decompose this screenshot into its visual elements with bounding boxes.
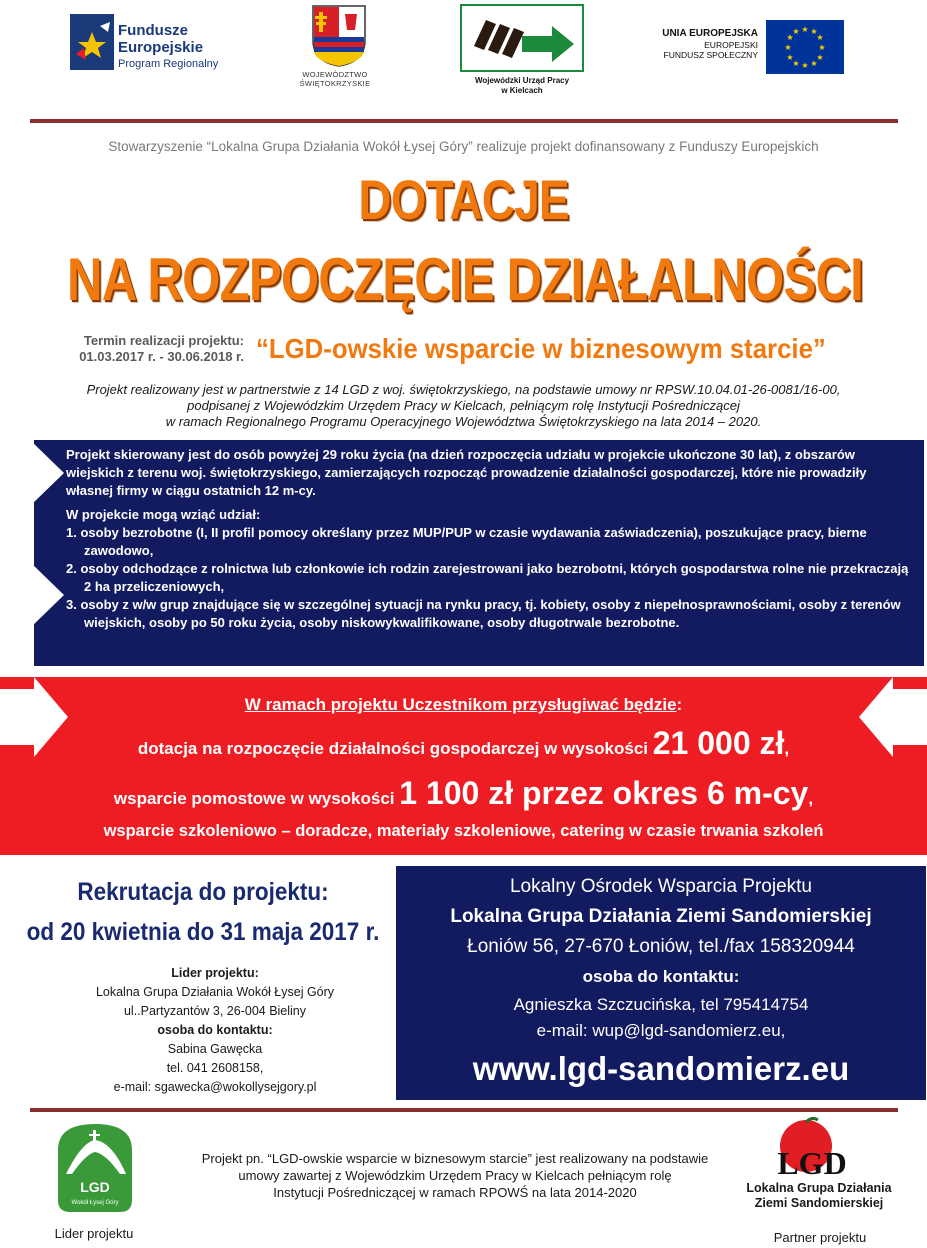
wojewodztwo-line2: ŚWIĘTOKRZYSKIE	[299, 79, 371, 88]
arrow-right-icon	[0, 562, 64, 628]
footer-note	[150, 1150, 760, 1201]
svg-text:★: ★	[786, 33, 794, 42]
eligibility-item-3: 3. osoby z w/w grup znajdujące się w szczególnej sytuacji na rynku pracy, tj. kobiety, osoby z niepełnosprawnościami, osoby z terenów wiejskich, osoby po 50 roku życia, osoby niskowykwalifikowane, osoby długotrwale bezrobotne.	[66, 597, 901, 630]
unia-europejska-logo	[646, 20, 846, 76]
bottom-divider	[30, 1108, 898, 1112]
recruitment-line2: od 20 kwietnia do 31 maja 2017 r.	[26, 918, 380, 946]
office-contact-person: Agnieszka Szczucińska, tel 795414754	[513, 995, 809, 1014]
coat-of-arms-icon	[311, 4, 367, 68]
lgd-mountain-icon	[52, 1120, 138, 1216]
svg-text:★: ★	[810, 27, 818, 36]
benefits-heading-colon: :	[676, 695, 683, 714]
office-title: Lokalny Ośrodek Wsparcia Projektu	[509, 876, 812, 897]
svg-text:★: ★	[810, 59, 818, 68]
project-subtitle: “LGD-owskie wsparcie w biznesowym starcie”	[256, 333, 826, 364]
partner-caption: Partner projektu	[773, 1230, 867, 1245]
leader-email[interactable]: e-mail: sgawecka@wokollysejgory.pl	[113, 1080, 317, 1094]
wojewodztwo-line1: WOJEWÓDZTWO	[302, 70, 368, 79]
recruitment-info	[20, 872, 385, 952]
ue-line2: EUROPEJSKI	[704, 40, 758, 50]
fundusze-star-icon	[70, 14, 114, 70]
partnership-line3: w ramach Regionalnego Programu Operacyjnego Województwa Świętokrzyskiego na lata 2014 – 2020.	[165, 414, 762, 429]
partner-logo-letters: LGD	[777, 1145, 847, 1178]
eligibility-item-1: 1. osoby bezrobotne (I, II profil pomocy określany przez MUP/PUP w czasie wydawania zaświadczenia), poszukujące pracy, bierne zawodowo,	[66, 525, 867, 558]
office-email[interactable]: e-mail: wup@lgd-sandomierz.eu,	[536, 1021, 786, 1040]
recruitment-line1: Rekrutacja do projektu:	[77, 878, 329, 906]
benefits-heading: W ramach projektu Uczestnikom przysługiwać będzie	[244, 695, 677, 714]
arrow-right-icon	[0, 440, 64, 506]
eligibility-lead: W projekcie mogą wziąć udział:	[66, 507, 261, 522]
svg-text:★: ★	[818, 43, 826, 52]
grant-text: dotacja na rozpoczęcie działalności gospodarczej w wysokości	[137, 739, 653, 758]
headline-dotacje: DOTACJE	[358, 168, 569, 231]
apple-icon	[742, 1116, 900, 1178]
fundusze-line1: Fundusze	[118, 22, 188, 39]
partner-line2: Ziemi Sandomierskiej	[754, 1196, 884, 1210]
svg-text:★: ★	[801, 61, 809, 70]
headline-rozpoczecie: NA ROZPOCZĘCIE DZIAŁALNOŚCI	[66, 246, 864, 313]
svg-text:★: ★	[786, 53, 794, 62]
fundusze-line2: Europejskie	[118, 39, 204, 56]
eligibility-item-2: 2. osoby odchodzące z rolnictwa lub członkowie ich rodzin zarejestrowani jako bezrobotni, których gospodarstwa rolne nie przekraczają 2 ha przeliczeniowych,	[66, 561, 909, 594]
term-dates: 01.03.2017 r. - 30.06.2018 r.	[79, 349, 244, 364]
office-website-link[interactable]: www.lgd-sandomierz.eu	[472, 1050, 850, 1087]
wup-line2: w Kielcach	[501, 86, 543, 95]
wup-arrow-icon	[462, 6, 582, 70]
office-name: Lokalna Grupa Działania Ziemi Sandomierskiej	[450, 906, 872, 927]
wojewodztwo-logo	[300, 4, 370, 94]
eu-flag-icon	[766, 20, 844, 74]
footer-line1: Projekt pn. “LGD-owskie wsparcie w biznesowym starcie” jest realizowany na podstawie	[201, 1151, 709, 1166]
svg-text:★: ★	[816, 33, 824, 42]
svg-text:★: ★	[801, 25, 809, 34]
leader-contact-label: osoba do kontaktu:	[157, 1023, 273, 1037]
partnership-line2: podpisanej z Wojewódzkim Urzędem Pracy w Kielcach, pełniącym rolę Instytucji Pośredniczącej	[187, 398, 740, 413]
eligibility-intro: Projekt skierowany jest do osób powyżej 29 roku życia (na dzień rozpoczęcia udziału w projekcie ukończone 30 lat), z obszarów wiejskich z terenu woj. świętokrzyskiego, zamierzających rozpocząć prowadzenie działalności gospodarczej, które nie prowadziły własnej firmy w ciągu ostatnich 12 m-cy.	[66, 447, 867, 498]
office-contact-box	[396, 866, 926, 1100]
svg-text:★: ★	[784, 43, 792, 52]
bridge-end: ,	[808, 789, 814, 808]
grant-end: ,	[784, 739, 790, 758]
svg-text:★: ★	[816, 53, 824, 62]
leader-caption: Lider projektu	[54, 1226, 134, 1241]
partnership-info	[0, 382, 927, 430]
top-divider	[30, 119, 898, 123]
leader-phone: tel. 041 2608158,	[166, 1061, 264, 1075]
leader-name: Lokalna Grupa Działania Wokół Łysej Góry	[95, 985, 335, 999]
project-term	[24, 333, 244, 365]
svg-text:★: ★	[792, 59, 800, 68]
training-text: wsparcie szkoleniowo – doradcze, materiały szkoleniowe, catering w czasie trwania szkoleń	[103, 822, 824, 840]
benefits-box	[0, 677, 927, 855]
office-address: Łoniów 56, 27-670 Łoniów, tel./fax 158320944	[467, 936, 855, 957]
office-contact-label: osoba do kontaktu:	[582, 967, 740, 986]
ue-line3: FUNDUSZ SPOŁECZNY	[663, 50, 758, 60]
bridge-amount: 1 100 zł przez okres 6 m-cy	[399, 775, 809, 811]
leader-info	[30, 964, 400, 1097]
eligibility-box	[34, 440, 924, 666]
wup-logo	[460, 4, 586, 100]
lgd-wokol-lysej-gory-logo	[52, 1120, 138, 1216]
ue-line1: UNIA EUROPEJSKA	[662, 28, 758, 39]
intro-text: Stowarzyszenie “Lokalna Grupa Działania Wokół Łysej Góry” realizuje projekt dofinansowany z Funduszy Europejskich	[108, 139, 819, 154]
grant-amount: 21 000 zł	[652, 725, 785, 761]
partnership-line1: Projekt realizowany jest w partnerstwie z 14 LGD z woj. świętokrzyskiego, na podstawie umowy nr RPSW.10.04.01-26-0081/16-00,	[86, 382, 841, 397]
lgd-logo-text: LGD	[80, 1179, 110, 1195]
wup-line1: Wojewódzki Urząd Pracy	[474, 76, 570, 85]
partner-line1: Lokalna Grupa Działania	[746, 1181, 892, 1195]
footer-line2: umowy zawartej z Wojewódzkim Urzędem Pracy w Kielcach pełniącym rolę	[238, 1168, 672, 1183]
footer-line3: Instytucji Pośredniczącej w ramach RPOWŚ na lata 2014-2020	[273, 1185, 637, 1200]
fundusze-line3: Program Regionalny	[118, 58, 219, 70]
svg-text:★: ★	[792, 27, 800, 36]
leader-contact-name: Sabina Gawęcka	[167, 1042, 263, 1056]
fundusze-europejskie-logo	[70, 14, 245, 78]
bridge-text: wsparcie pomostowe w wysokości	[113, 789, 400, 808]
leader-label: Lider projektu:	[171, 966, 259, 980]
lgd-logo-subtext: Wokół Łysej Góry	[71, 1200, 119, 1206]
leader-address: ul..Partyzantów 3, 26-004 Bieliny	[123, 1004, 307, 1018]
partner-name	[724, 1181, 914, 1211]
term-label: Termin realizacji projektu:	[83, 333, 244, 348]
